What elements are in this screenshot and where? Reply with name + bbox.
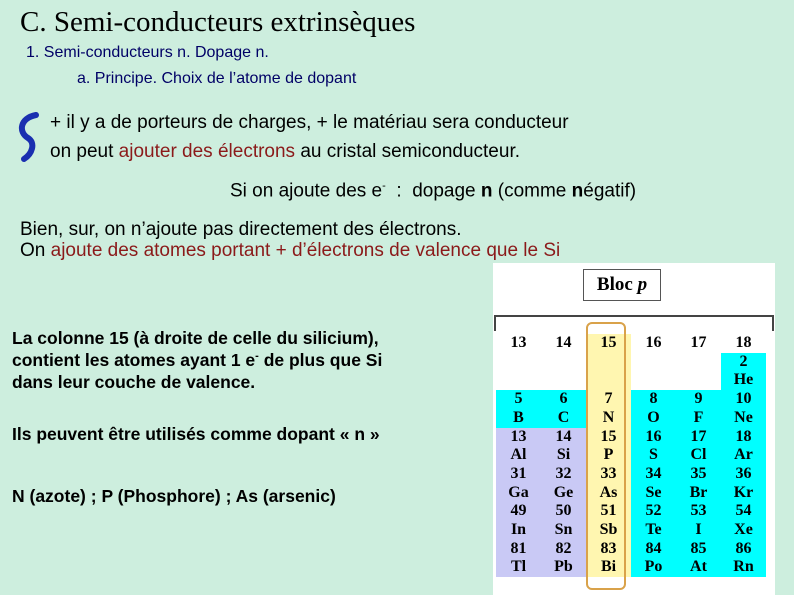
group-number-13: 13	[496, 334, 541, 353]
subsection-heading: a. Principe. Choix de l’atome de dopant	[77, 70, 357, 87]
text-fragment: on peut	[50, 141, 119, 162]
paragraph-dopant-examples: N (azote) ; P (Phosphore) ; As (arsenic)	[12, 486, 336, 506]
column-15-highlight	[586, 322, 626, 590]
element-symbol-cell: S	[631, 446, 676, 465]
periodic-table-block-p	[496, 334, 766, 577]
atomic-number-cell: 2	[721, 353, 766, 372]
atomic-number-cell: 31	[496, 465, 541, 484]
element-symbol-cell: In	[496, 521, 541, 540]
text-line-add-electrons	[50, 141, 520, 163]
group-number-row	[496, 334, 766, 353]
table-row	[496, 371, 766, 390]
atomic-number-cell: 34	[631, 465, 676, 484]
element-symbol-cell: F	[676, 409, 721, 428]
atomic-number-cell: 50	[541, 502, 586, 521]
element-symbol-cell: P	[586, 446, 631, 465]
element-symbol-cell: Al	[496, 446, 541, 465]
table-row	[496, 484, 766, 503]
element-symbol-cell: Ar	[721, 446, 766, 465]
text-line-more-carriers: + il y a de porteurs de charges, + le matériau sera conducteur	[50, 112, 569, 133]
element-symbol-cell: Rn	[721, 558, 766, 577]
element-symbol-cell: O	[631, 409, 676, 428]
element-symbol-cell: C	[541, 409, 586, 428]
atomic-number-cell	[676, 353, 721, 372]
atomic-number-cell: 86	[721, 540, 766, 559]
element-symbol-cell: Pb	[541, 558, 586, 577]
element-symbol-cell: He	[721, 371, 766, 390]
table-bracket-line	[494, 314, 774, 332]
bold-n: n	[480, 180, 493, 202]
atomic-number-cell: 52	[631, 502, 676, 521]
text-fragment: Si on ajoute des e	[230, 180, 383, 202]
atomic-number-cell: 7	[586, 390, 631, 409]
atomic-number-cell: 83	[586, 540, 631, 559]
atomic-number-cell: 84	[631, 540, 676, 559]
highlight-add-electrons: ajouter des électrons	[118, 141, 296, 162]
element-symbol-cell: Kr	[721, 484, 766, 503]
table-row	[496, 446, 766, 465]
highlight-add-atoms: ajoute des atomes portant + d’électrons de valence que le Si	[50, 240, 561, 261]
paragraph-column15-line1: La colonne 15 (à droite de celle du silicium),	[12, 328, 379, 348]
curly-arrow-icon	[14, 112, 42, 162]
element-symbol-cell: Si	[541, 446, 586, 465]
atomic-number-cell: 9	[676, 390, 721, 409]
element-symbol-cell	[676, 371, 721, 390]
group-number-17: 17	[676, 334, 721, 353]
atomic-number-cell: 49	[496, 502, 541, 521]
text-fragment: : dopage	[385, 180, 481, 202]
element-symbol-cell: As	[586, 484, 631, 503]
table-row	[496, 353, 766, 372]
group-number-18: 18	[721, 334, 766, 353]
text-line-doping-n	[230, 180, 636, 202]
element-symbol-cell: Ne	[721, 409, 766, 428]
table-row	[496, 409, 766, 428]
element-symbol-cell: Ga	[496, 484, 541, 503]
table-row	[496, 465, 766, 484]
atomic-number-cell: 5	[496, 390, 541, 409]
element-symbol-cell: Xe	[721, 521, 766, 540]
table-row	[496, 521, 766, 540]
text-fragment: au cristal semiconducteur.	[295, 141, 521, 162]
superscript-minus: -	[255, 350, 259, 363]
text-fragment: On	[20, 240, 51, 261]
atomic-number-cell	[541, 353, 586, 372]
table-row	[496, 502, 766, 521]
element-symbol-cell: I	[676, 521, 721, 540]
atomic-number-cell: 51	[586, 502, 631, 521]
element-symbol-cell: Bi	[586, 558, 631, 577]
atomic-number-cell: 33	[586, 465, 631, 484]
element-symbol-cell: Se	[631, 484, 676, 503]
slide-title: C. Semi-conducteurs extrinsèques	[20, 6, 416, 38]
atomic-number-cell	[631, 353, 676, 372]
bloc-label: Bloc	[596, 274, 638, 295]
text-fragment: égatif)	[583, 180, 637, 202]
element-symbol-cell: B	[496, 409, 541, 428]
element-symbol-cell: At	[676, 558, 721, 577]
atomic-number-cell: 81	[496, 540, 541, 559]
element-symbol-cell	[496, 371, 541, 390]
element-symbol-cell: Br	[676, 484, 721, 503]
table-row	[496, 540, 766, 559]
atomic-number-cell: 32	[541, 465, 586, 484]
atomic-number-cell: 53	[676, 502, 721, 521]
atomic-number-cell: 36	[721, 465, 766, 484]
atomic-number-cell: 85	[676, 540, 721, 559]
element-symbol-cell: N	[586, 409, 631, 428]
table-row	[496, 428, 766, 447]
text-line-add-atoms	[20, 240, 560, 262]
atomic-number-cell: 17	[676, 428, 721, 447]
element-symbol-cell	[631, 371, 676, 390]
atomic-number-cell: 18	[721, 428, 766, 447]
atomic-number-cell: 82	[541, 540, 586, 559]
paragraph-dopant-n: Ils peuvent être utilisés comme dopant « n »	[12, 424, 380, 444]
section-heading: 1. Semi-conducteurs n. Dopage n.	[26, 44, 269, 61]
group-number-16: 16	[631, 334, 676, 353]
text-fragment: (comme	[492, 180, 572, 202]
atomic-number-cell: 16	[631, 428, 676, 447]
element-symbol-cell	[541, 371, 586, 390]
atomic-number-cell: 35	[676, 465, 721, 484]
text-fragment: contient les atomes ayant 1 e	[12, 350, 256, 370]
table-row	[496, 558, 766, 577]
group-number-14: 14	[541, 334, 586, 353]
element-symbol-cell: Te	[631, 521, 676, 540]
element-symbol-cell: Cl	[676, 446, 721, 465]
superscript-minus: -	[382, 180, 386, 192]
atomic-number-cell: 6	[541, 390, 586, 409]
element-symbol-cell: Sn	[541, 521, 586, 540]
atomic-number-cell: 14	[541, 428, 586, 447]
element-symbol-cell: Sb	[586, 521, 631, 540]
element-symbol-cell: Ge	[541, 484, 586, 503]
group-number-15: 15	[586, 334, 631, 353]
element-symbol-cell: Tl	[496, 558, 541, 577]
atomic-number-cell	[496, 353, 541, 372]
atomic-number-cell: 15	[586, 428, 631, 447]
paragraph-column15-line2	[12, 350, 382, 371]
atomic-number-cell: 10	[721, 390, 766, 409]
paragraph-column15-line3: dans leur couche de valence.	[12, 372, 256, 392]
atomic-number-cell: 54	[721, 502, 766, 521]
atomic-number-cell: 13	[496, 428, 541, 447]
bloc-p-header	[583, 269, 661, 301]
text-fragment: de plus que Si	[258, 350, 383, 370]
bold-n: n	[571, 180, 584, 202]
table-row	[496, 390, 766, 409]
bloc-letter: p	[637, 274, 648, 295]
element-symbol-cell: Po	[631, 558, 676, 577]
text-line-not-directly: Bien, sur, on n’ajoute pas directement des électrons.	[20, 219, 462, 240]
atomic-number-cell: 8	[631, 390, 676, 409]
